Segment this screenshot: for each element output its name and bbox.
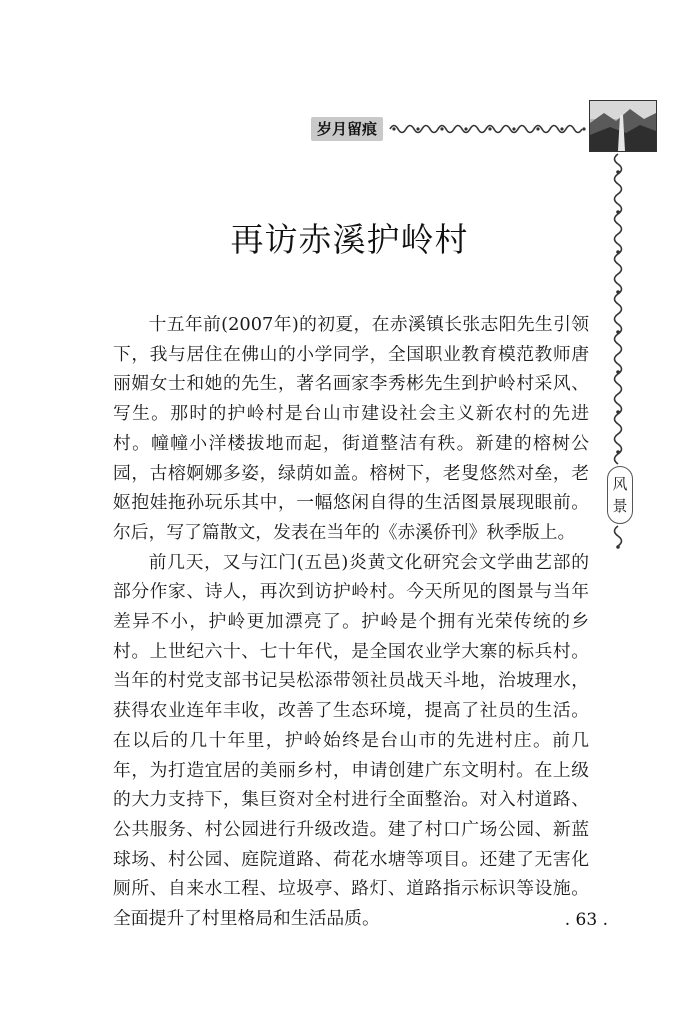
paragraph: 十五年前(2007年)的初夏，在赤溪镇长张志阳先生引领下，我与居住在佛山的小学同学，全国职业教育模范教师唐丽媚女士和她的先生，著名画家李秀彬先生到护岭村采风、写生。那时的护岭村是台山市建设社会主义新农村的先进村。幢幢小洋楼拔地而起，街道整洁有秩。新建的榕树公园，古榕婀娜多姿，绿荫如盖。榕树下，老叟悠然对垒，老妪抱娃拖孙玩乐其中，一幅悠闲自得的生活图景展现眼前。尔后，写了篇散文，发表在当年的《赤溪侨刊》秋季版上。 [113, 314, 589, 543]
header-ornament-border [388, 121, 588, 137]
landscape-photo-thumbnail [589, 100, 657, 152]
margin-ornament-border [608, 152, 628, 466]
margin-ornament-tail [608, 525, 628, 550]
page-number: . 63 . [564, 910, 608, 930]
series-title-badge: 岁月留痕 [311, 117, 383, 141]
article-body [113, 310, 589, 934]
article-title: 再访赤溪护岭村 [230, 220, 469, 259]
paragraph: 前几天，又与江门(五邑)炎黄文化研究会文学曲艺部的部分作家、诗人，再次到访护岭村。今天所见的图景与当年差异不小，护岭更加漂亮了。护岭是个拥有光荣传统的乡村。上世纪六十、七十年代，是全国农业学大寨的标兵村。当年的村党支部书记吴松添带领社员战天斗地，治坡理水，获得农业连年丰收，改善了生态环境，提高了社员的生活。在以后的几十年里，护岭始终是台山市的先进村庄。前几年，为打造宜居的美丽乡村，申请创建广东文明村。在上级的大力支持下，集巨资对全村进行全面整治。对入村道路、公共服务、村公园进行升级改造。建了村口广场公园、新蓝球场、村公园、庭院道路、荷花水塘等项目。还建了无害化厕所、自来水工程、垃圾亭、路灯、道路指示标识等设施。全面提升了村里格局和生活品质。 [113, 551, 589, 930]
section-tab-label: 风景 [607, 466, 633, 524]
